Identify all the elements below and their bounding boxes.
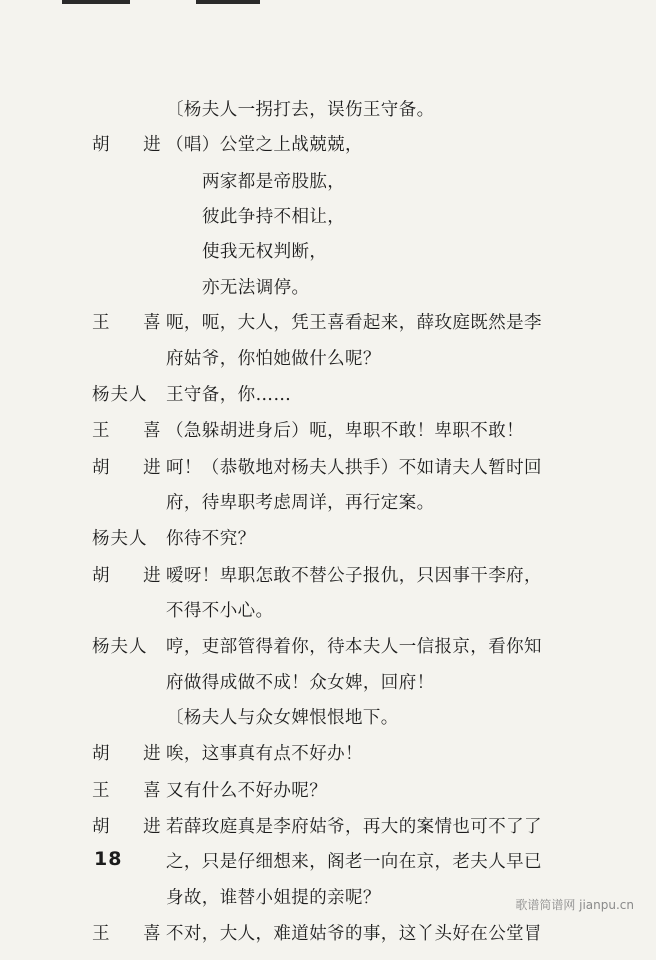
line-text: 唉，这事真有点不好办！ bbox=[166, 744, 363, 765]
speaker-name: 杨夫人 bbox=[92, 529, 148, 550]
page-number: 18 bbox=[94, 848, 123, 870]
line-text: 呃，呃，大人，凭王喜看起来，薛玫庭既然是李 bbox=[166, 313, 542, 334]
speaker-name: 杨夫人 bbox=[92, 384, 148, 405]
script-text bbox=[92, 100, 562, 960]
line-text: 彼此争持不相让， bbox=[202, 207, 346, 228]
line-text: 不对，大人，难道姑爷的事，这丫头好在公堂冒 bbox=[166, 923, 542, 944]
line-text: （唱）公堂之上战兢兢， bbox=[166, 135, 363, 156]
line-text: 两家都是帝股肱， bbox=[202, 171, 346, 192]
speaker-name: 王 喜 bbox=[92, 313, 175, 334]
dialogue-line bbox=[92, 529, 562, 549]
speaker-name: 王 喜 bbox=[92, 923, 175, 944]
verse-line bbox=[92, 242, 562, 262]
line-text: 不得不小心。 bbox=[166, 600, 274, 621]
line-text: 你待不究？ bbox=[166, 529, 256, 550]
line-text: 王守备，你…… bbox=[166, 384, 292, 405]
dialogue-line bbox=[92, 637, 562, 657]
line-text: 哼，吏部管得着你，待本夫人一信报京，看你知 bbox=[166, 637, 542, 658]
continuation-line bbox=[92, 349, 562, 369]
verse-line bbox=[92, 207, 562, 227]
stage-direction bbox=[92, 708, 562, 728]
continuation-line bbox=[92, 601, 562, 621]
dialogue-line bbox=[92, 313, 562, 333]
continuation-line bbox=[92, 673, 562, 693]
dialogue-line bbox=[92, 817, 562, 837]
line-text: 使我无权判断， bbox=[202, 242, 328, 263]
stage-direction bbox=[92, 100, 562, 120]
speaker-name: 杨夫人 bbox=[92, 637, 148, 658]
line-text: 若薛玫庭真是李府姑爷，再大的案情也可不了了 bbox=[166, 816, 542, 837]
line-text: 又有什么不好办呢？ bbox=[166, 780, 328, 801]
line-text: 府做得成做不成！众女婢，回府！ bbox=[166, 672, 435, 693]
dialogue-line bbox=[92, 385, 562, 405]
line-text: 嗳呀！卑职怎敢不替公子报仇，只因事干李府， bbox=[166, 565, 542, 586]
dialogue-line bbox=[92, 744, 562, 764]
line-text: （急躲胡进身后）呃，卑职不敢！卑职不敢！ bbox=[166, 421, 524, 442]
line-text: 亦无法调停。 bbox=[202, 277, 310, 298]
line-text: 身故，谁替小姐提的亲呢？ bbox=[166, 887, 381, 908]
speaker-name: 王 喜 bbox=[92, 421, 175, 442]
line-text: 〔杨夫人与众女婢恨恨地下。 bbox=[166, 707, 399, 728]
line-text: 之，只是仔细想来，阁老一向在京，老夫人早已 bbox=[166, 852, 542, 873]
line-text: 府姑爷，你怕她做什么呢？ bbox=[166, 348, 381, 369]
dialogue-line bbox=[92, 421, 562, 441]
continuation-line bbox=[92, 852, 562, 872]
speaker-name: 胡 进 bbox=[92, 135, 175, 156]
verse-line bbox=[92, 278, 562, 298]
speaker-name: 胡 进 bbox=[92, 816, 175, 837]
speaker-name: 胡 进 bbox=[92, 744, 175, 765]
dialogue-line bbox=[92, 458, 562, 478]
continuation-line bbox=[92, 493, 562, 513]
line-text: 〔杨夫人一拐打去，误伤王守备。 bbox=[166, 100, 435, 120]
dialogue-line bbox=[92, 781, 562, 801]
verse-line bbox=[92, 172, 562, 192]
dialogue-line bbox=[92, 135, 562, 155]
speaker-name: 胡 进 bbox=[92, 457, 175, 478]
line-text: 呵！（恭敬地对杨夫人拱手）不如请夫人暂时回 bbox=[166, 457, 542, 478]
speaker-name: 胡 进 bbox=[92, 565, 175, 586]
top-rule-left bbox=[62, 0, 130, 4]
watermark: 歌谱简谱网 jianpu.cn bbox=[515, 898, 634, 912]
continuation-line bbox=[92, 888, 562, 908]
speaker-name: 王 喜 bbox=[92, 780, 175, 801]
top-rule-right bbox=[196, 0, 260, 4]
line-text: 府，待卑职考虑周详，再行定案。 bbox=[166, 492, 435, 513]
dialogue-line bbox=[92, 566, 562, 586]
